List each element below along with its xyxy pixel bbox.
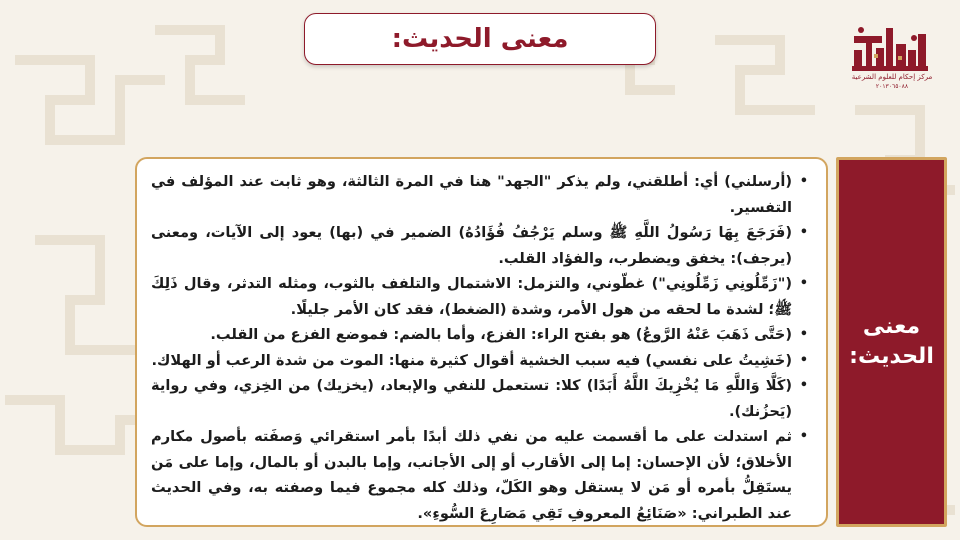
- bullet-icon: •: [799, 352, 808, 368]
- logo-number: ٢٠١٣٠٦٥٠٨٨: [875, 83, 909, 90]
- list-item-text: (حَتَّى ذَهَبَ عَنْهُ الرَّوعُ) هو بفتح الراء: الفزع، وأما بالضم: فموضع الفزع من القلب.: [210, 326, 792, 343]
- list-item: [151, 271, 810, 322]
- list-item: [151, 322, 810, 348]
- list-item-text: (أرسلني) أي: أطلقني، ولم يذكر "الجهد" هنا في المرة الثالثة، وهو ثابت عند المؤلف في التفسير.: [151, 173, 792, 216]
- list-item-text: (فَرَجَعَ بِهَا رَسُولُ اللَّهِ ﷺ وسلم يَرْجُفُ فُؤَادُهُ) الضمير في (بها) يعود إلى الآيات، ومعنى (يرجف): يخفق ويضطرب، والفؤاد القلب.: [151, 224, 792, 267]
- list-item: [151, 348, 810, 374]
- title-box: [304, 13, 656, 65]
- list-item: [151, 220, 810, 271]
- list-item-text: (كَلَّا وَاللَّهِ مَا يُخْزِيكَ اللَّهُ أَبَدًا) كلا: تستعمل للنفي والإبعاد، (يخزيك) من الخِزي، وفي رواية (يَحزُنك).: [151, 377, 792, 420]
- side-label: [836, 157, 947, 527]
- bullet-icon: •: [799, 327, 808, 342]
- list-item: [151, 373, 810, 424]
- list-item: [151, 424, 810, 526]
- list-item-text: ثم استدلت على ما أقسمت عليه من نفي ذلك أبدًا بأمر استقرائي وَصفَته بأصول مكارم الأخلاق؛ لأن الإحسان: إما إلى الأقارب أو إلى الأجانب، وإما بالبدن أو بالمال، وإما على مَن يستَقِلُّ بأمره أو مَن لا يستقل وهو الكَلّ، وذلك كله مجموع فيما وصفته به، وفي الحديث عند الطبراني: «صَنَائِعُ المعروفِ تَقِي مَصَارِعَ السُّوءِ».: [151, 428, 792, 522]
- side-label-text: [849, 312, 934, 372]
- list-item-text: (خَشِيتُ على نفسي) فيه سبب الخشية أقوال كثيرة منها: الموت من شدة الرعب أو الهلاك.: [151, 351, 792, 369]
- side-label-line-1: معنى: [862, 314, 921, 339]
- bullet-icon: •: [799, 429, 808, 444]
- bullet-icon: •: [799, 276, 808, 291]
- content-panel: [135, 157, 828, 527]
- bullet-icon: •: [799, 225, 808, 240]
- bullet-icon: •: [799, 174, 808, 189]
- list-item-text: ("زَمِّلُونِي زَمِّلُونِي") غطّوني، والتزمل: الاشتمال والتلفف بالثوب، ومثله التدثر، وقال ذَلِكَ ﷺ؛ لشدة ما لحقه من هول الأمر، وشدة (الضغط)، فقد كان الأمر جليلًا.: [151, 275, 792, 318]
- bullet-icon: •: [799, 378, 808, 393]
- side-label-line-2: الحديث:: [849, 344, 934, 369]
- list-item: [151, 169, 810, 220]
- page-title: معنى الحديث:: [391, 24, 569, 54]
- content-list: [151, 169, 810, 526]
- logo-subtitle: مركز إحكام للعلوم الشرعية: [851, 73, 933, 81]
